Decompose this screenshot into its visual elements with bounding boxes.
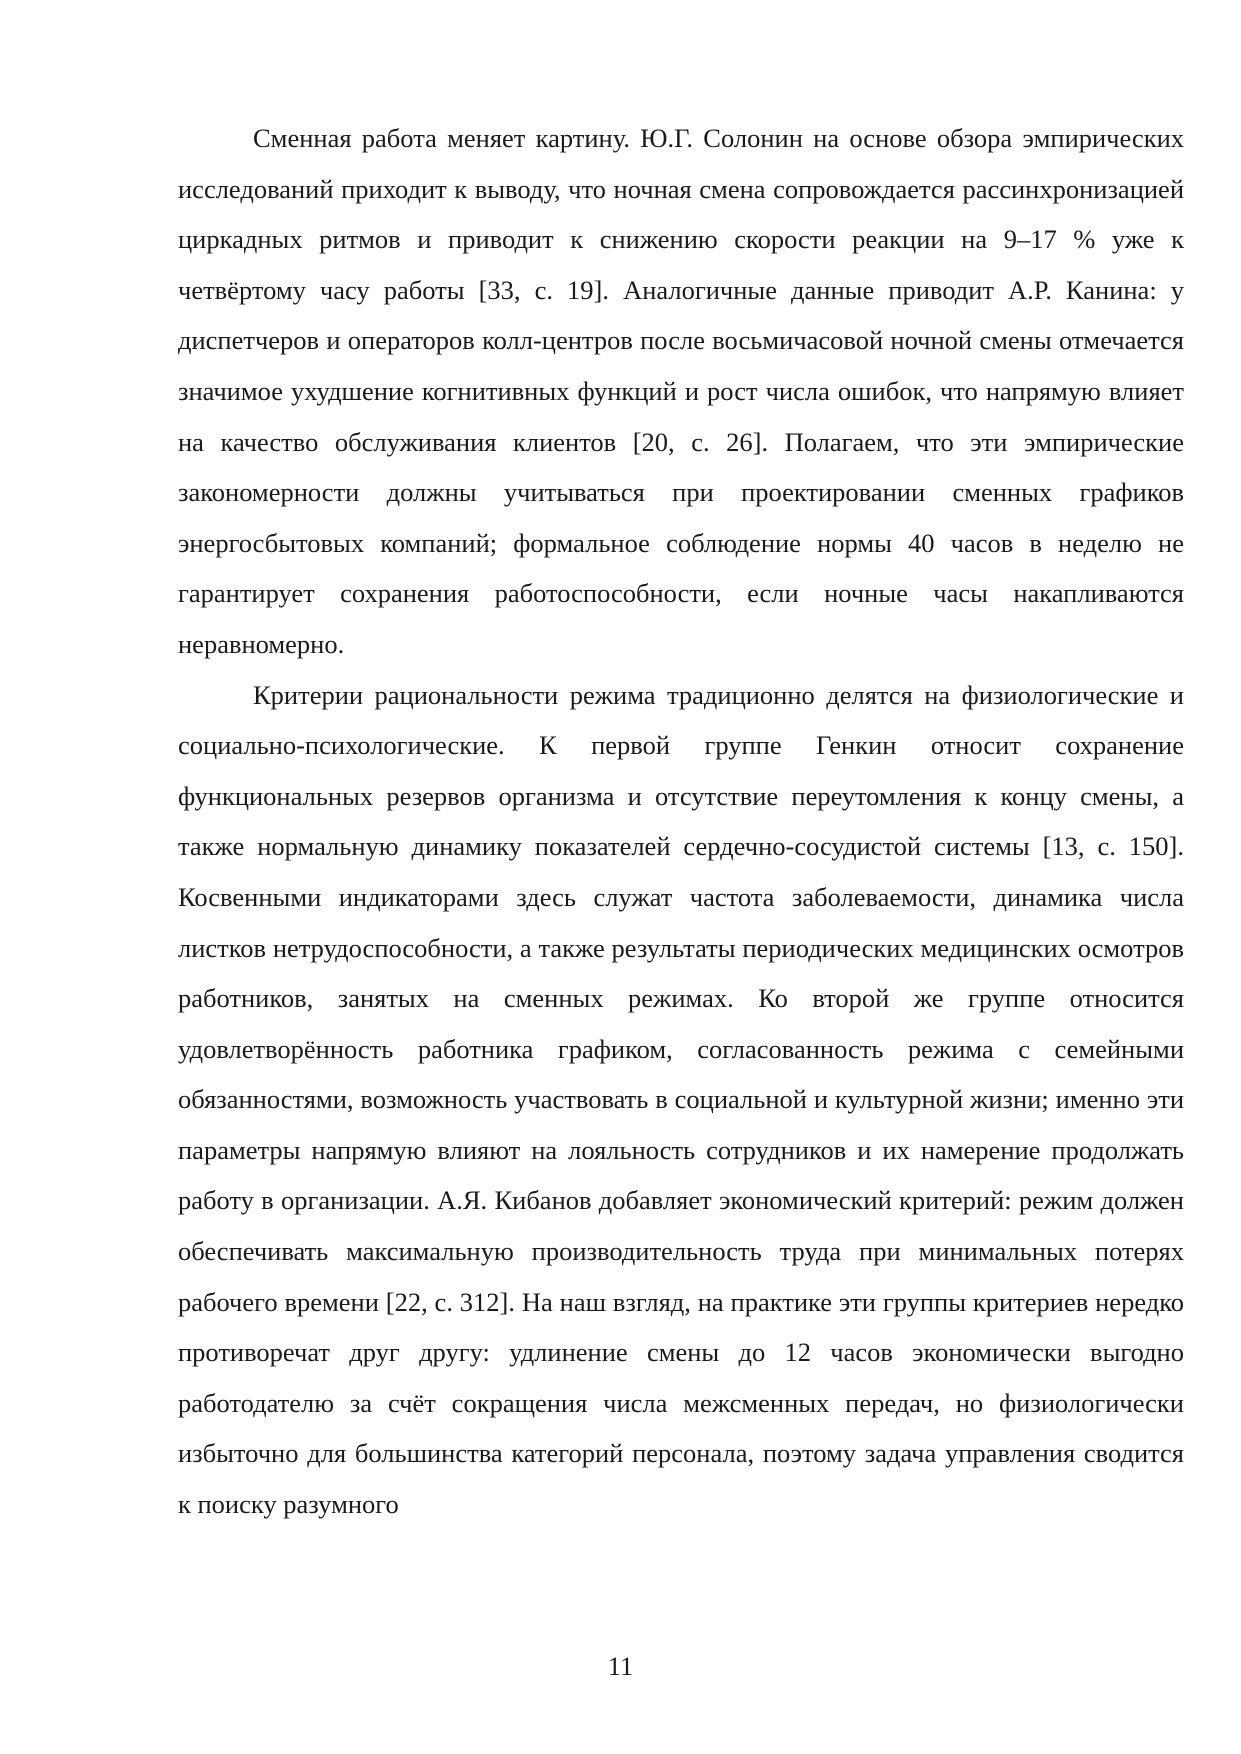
body-text: [178, 113, 1184, 1530]
paragraph-rationality-criteria: Критерии рациональности режима традиционно делятся на физиологические и социально-психологические. К первой группе Генкин относит сохранение функциональных резервов организма и отсутствие переутомления к концу смены, а также нормальную динамику показателей сердечно-сосудистой системы [13, с. 150]. Косвенными индикаторами здесь служат частота заболеваемости, динамика числа листков нетрудоспособности, а также результаты периодических медицинских осмотров работников, занятых на сменных режимах. Ко второй же группе относится удовлетворённость работника графиком, согласованность режима с семейными обязанностями, возможность участвовать в социальной и культурной жизни; именно эти параметры напрямую влияют на лояльность сотрудников и их намерение продолжать работу в организации. А.Я. Кибанов добавляет экономический критерий: режим должен обеспечивать максимальную производительность труда при минимальных потерях рабочего времени [22, с. 312]. На наш взгляд, на практике эти группы критериев нередко противоречат друг другу: удлинение смены до 12 часов экономически выгодно работодателю за счёт сокращения числа межсменных передач, но физиологически избыточно для большинства категорий персонала, поэтому задача управления сводится к поиску разумного: [178, 679, 1184, 1520]
paragraph-shift-work: Сменная работа меняет картину. Ю.Г. Солонин на основе обзора эмпирических исследований приходит к выводу, что ночная смена сопровождается рассинхронизацией циркадных ритмов и приводит к снижению скорости реакции на 9–17 % уже к четвёртому часу работы [33, с. 19]. Аналогичные данные приводит А.Р. Канина: у диспетчеров и операторов колл-центров после восьмичасовой ночной смены отмечается значимое ухудшение когнитивных функций и рост числа ошибок, что напрямую влияет на качество обслуживания клиентов [20, с. 26]. Полагаем, что эти эмпирические закономерности должны учитываться при проектировании сменных графиков энергосбытовых компаний; формальное соблюдение нормы 40 часов в неделю не гарантирует сохранения работоспособности, если ночные часы накапливаются неравномерно.: [178, 123, 1184, 659]
page-number: 11: [607, 1651, 634, 1681]
